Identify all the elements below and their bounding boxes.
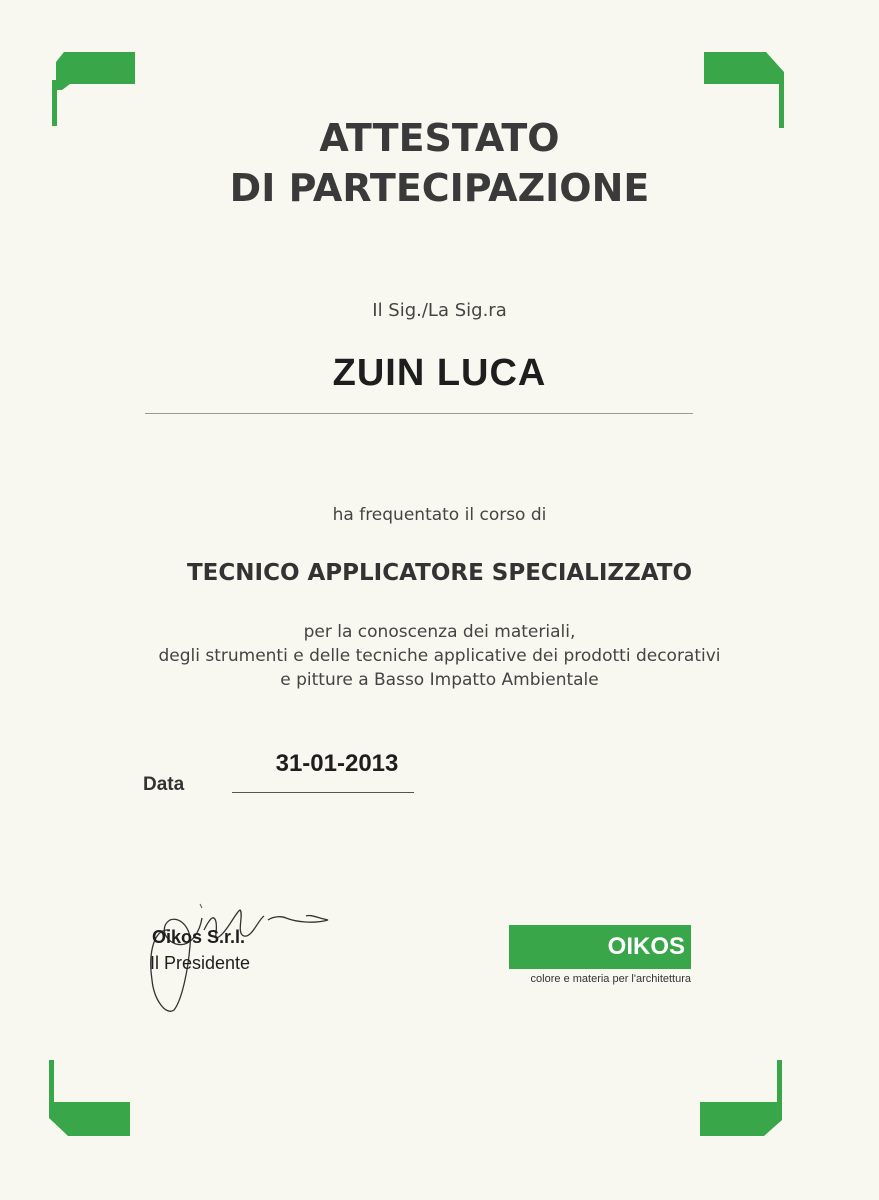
date-value: 31-01-2013 xyxy=(275,750,399,777)
certificate-title-line1: ATTESTATO xyxy=(319,116,560,160)
logo-wordmark: OIKOS xyxy=(607,933,685,960)
corner-bracket-icon xyxy=(46,1058,136,1140)
corner-bracket-icon xyxy=(698,1058,788,1140)
attended-text: ha frequentato il corso di xyxy=(332,505,547,525)
oikos-logo xyxy=(509,925,691,969)
course-description-line: per la conoscenza dei materiali, xyxy=(303,622,576,642)
course-name: TECNICO APPLICATORE SPECIALIZZATO xyxy=(186,560,692,586)
signatory-role: Il Presidente xyxy=(150,953,251,973)
name-underline xyxy=(145,413,693,414)
participant-name: ZUIN LUCA xyxy=(332,352,547,394)
course-description-line: e pitture a Basso Impatto Ambientale xyxy=(280,670,599,690)
date-underline xyxy=(232,792,414,793)
salutation: Il Sig./La Sig.ra xyxy=(372,300,507,321)
certificate-title-line2: DI PARTECIPAZIONE xyxy=(229,166,650,210)
logo-tagline: colore e materia per l'architettura xyxy=(530,973,691,985)
date-label: Data xyxy=(143,774,185,795)
company-name: Oikos S.r.l. xyxy=(152,927,246,947)
course-description-line: degli strumenti e delle tecniche applicative dei prodotti decorativi xyxy=(158,646,721,666)
